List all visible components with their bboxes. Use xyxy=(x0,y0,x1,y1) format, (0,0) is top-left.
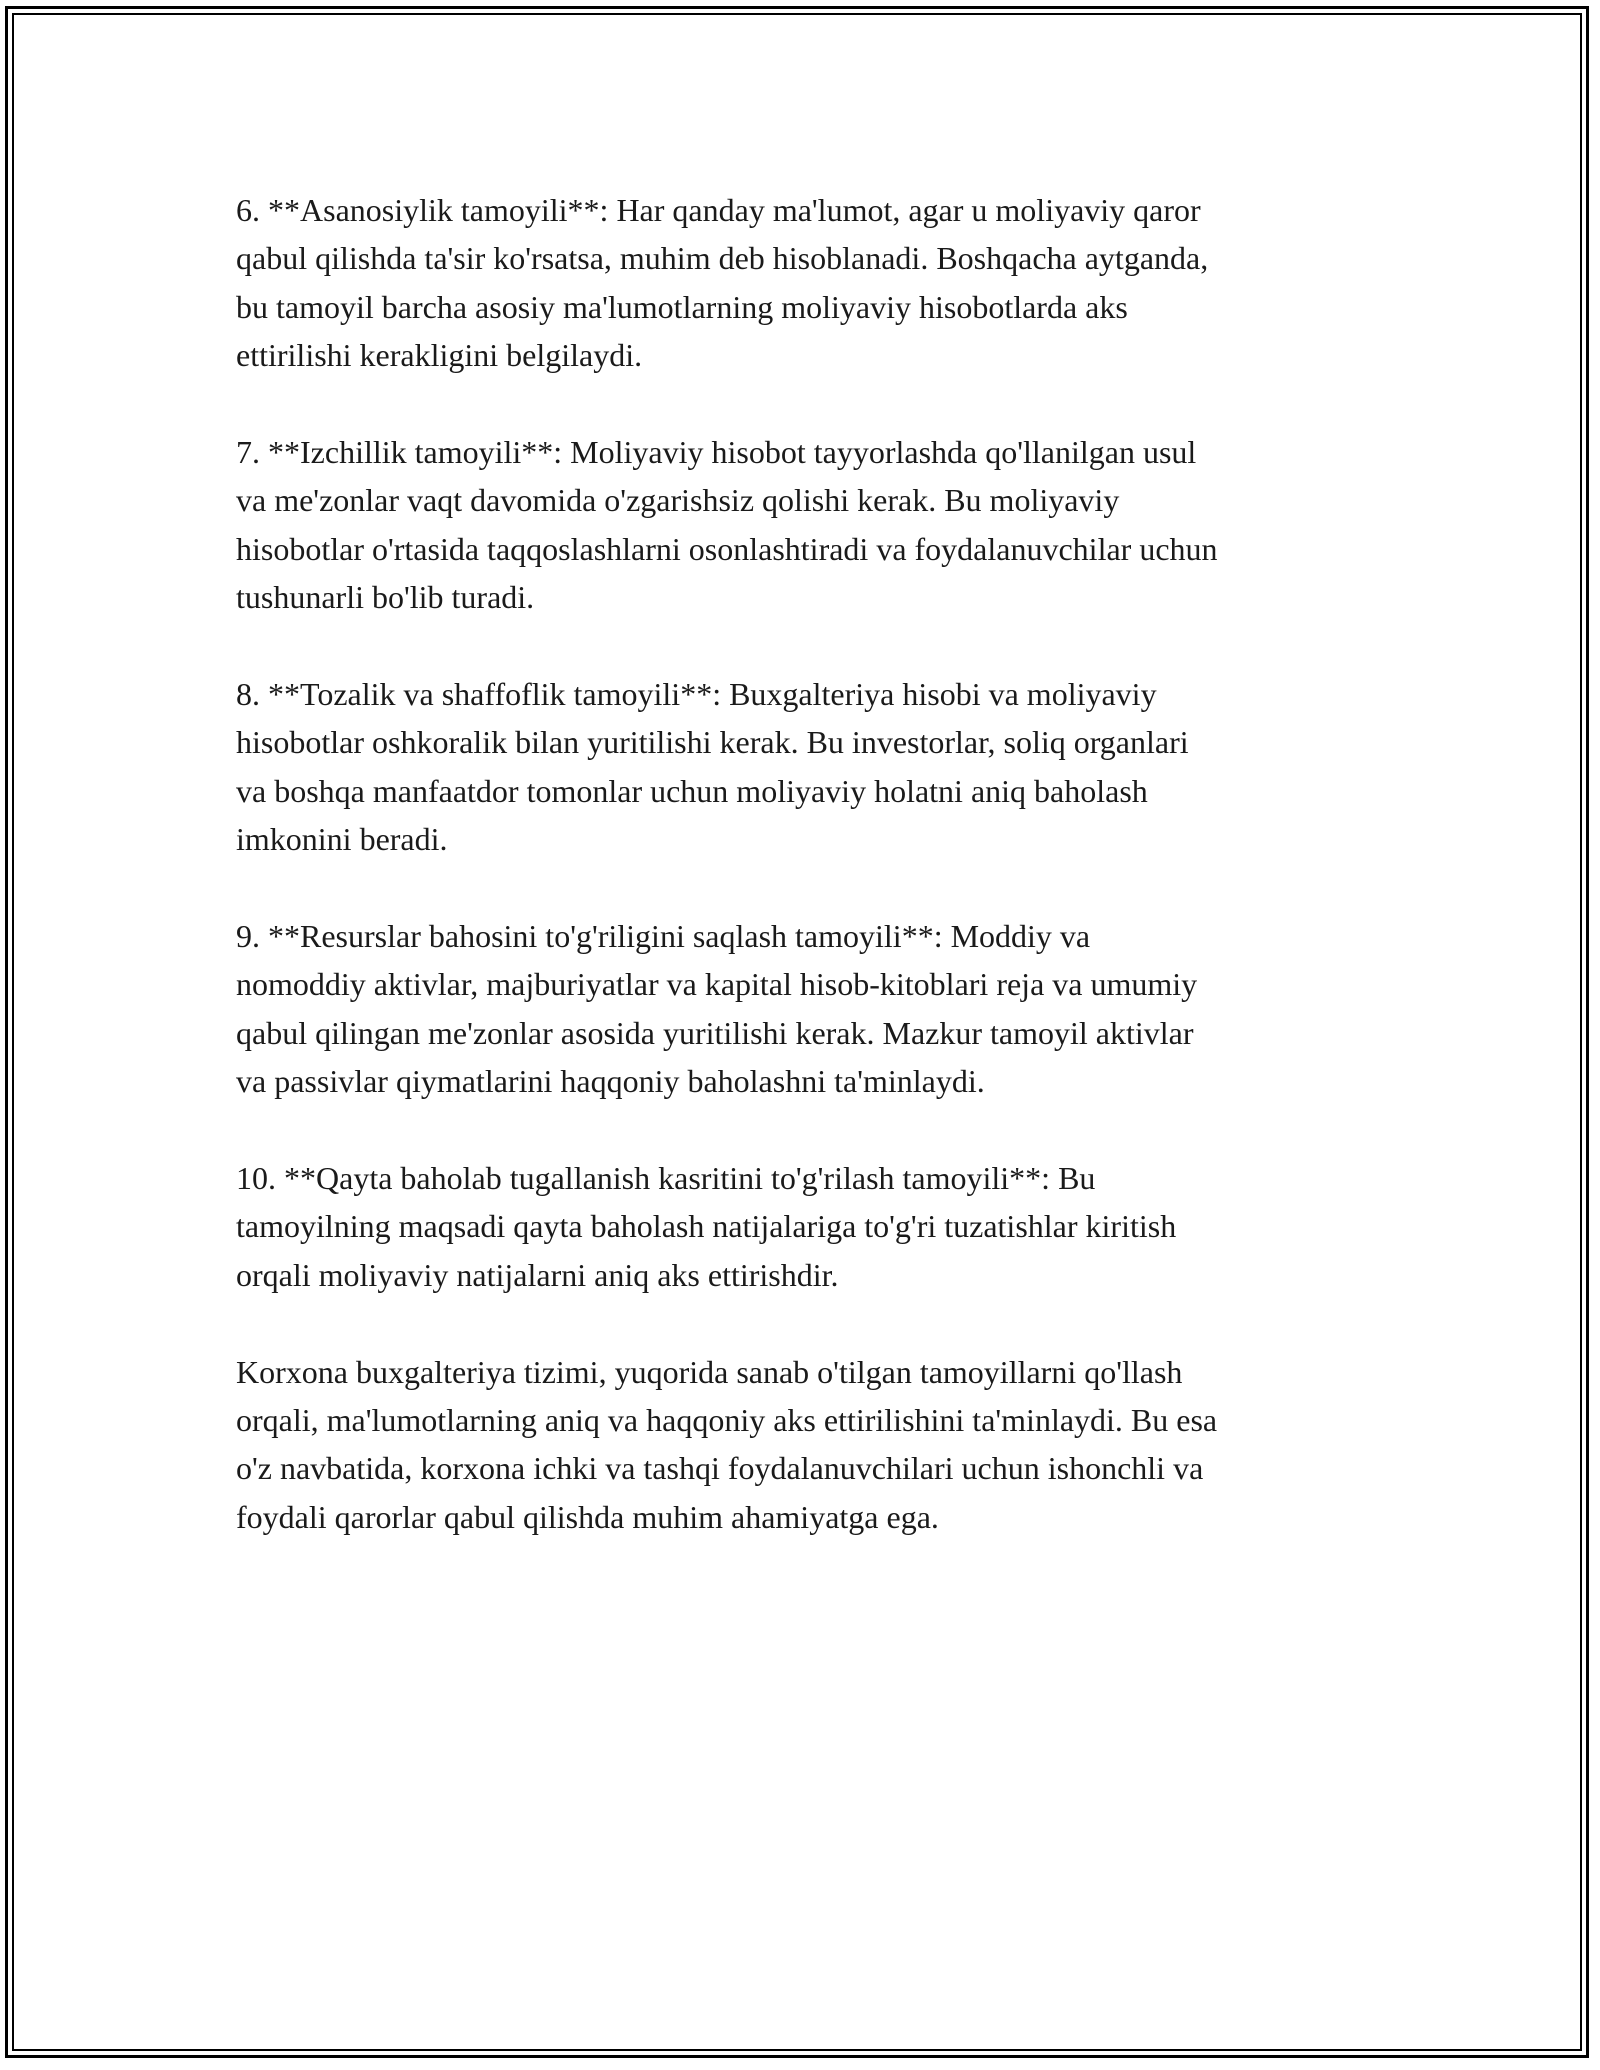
text-line: orqali, ma'lumotlarning aniq va haqqoniy aks ettirilishini ta'minlaydi. Bu esa xyxy=(236,1402,1218,1439)
text-line: 10. **Qayta baholab tugallanish kasritini to'g'rilash tamoyili**: Bu xyxy=(236,1160,1096,1197)
text-line: qabul qilingan me'zonlar asosida yuritilishi kerak. Mazkur tamoyil aktivlar xyxy=(236,1014,1194,1051)
paragraph xyxy=(236,1348,1366,1542)
text-line: 7. **Izchillik tamoyili**: Moliyaviy hisobot tayyorlashda qo'llanilgan usul xyxy=(236,434,1197,471)
paragraph xyxy=(236,670,1366,864)
text-line: va me'zonlar vaqt davomida o'zgarishsiz qolishi kerak. Bu moliyaviy xyxy=(236,482,1120,519)
text-line: nomoddiy aktivlar, majburiyatlar va kapital hisob-kitoblari reja va umumiy xyxy=(236,966,1198,1003)
document-body xyxy=(236,186,1366,1590)
text-line: ettirilishi kerakligini belgilaydi. xyxy=(236,337,643,374)
paragraph xyxy=(236,428,1366,622)
paragraph xyxy=(236,186,1366,380)
paragraph xyxy=(236,1154,1366,1299)
text-line: hisobotlar oshkoralik bilan yuritilishi kerak. Bu investorlar, soliq organlari xyxy=(236,724,1189,761)
text-line: hisobotlar o'rtasida taqqoslashlarni osonlashtiradi va foydalanuvchilar uchun xyxy=(236,530,1218,567)
text-line: tamoyilning maqsadi qayta baholash natijalariga to'g'ri tuzatishlar kiritish xyxy=(236,1208,1177,1245)
text-line: 9. **Resurslar bahosini to'g'riligini saqlash tamoyili**: Moddiy va xyxy=(236,918,1091,955)
text-line: tushunarli bo'lib turadi. xyxy=(236,579,535,616)
text-line: Korxona buxgalteriya tizimi, yuqorida sanab o'tilgan tamoyillarni qo'llash xyxy=(236,1353,1183,1390)
text-line: 8. **Tozalik va shaffoflik tamoyili**: Buxgalteriya hisobi va moliyaviy xyxy=(236,676,1157,713)
text-line: bu tamoyil barcha asosiy ma'lumotlarning moliyaviy hisobotlarda aks xyxy=(236,288,1128,325)
text-line: orqali moliyaviy natijalarni aniq aks ettirishdir. xyxy=(236,1256,839,1293)
text-line: 6. **Asanosiylik tamoyili**: Har qanday ma'lumot, agar u moliyaviy qaror xyxy=(236,192,1201,228)
text-line: va passivlar qiymatlarini haqqoniy baholashni ta'minlaydi. xyxy=(236,1063,985,1100)
text-line: va boshqa manfaatdor tomonlar uchun moliyaviy holatni aniq baholash xyxy=(236,772,1148,809)
paragraph xyxy=(236,912,1366,1106)
text-line: o'z navbatida, korxona ichki va tashqi foydalanuvchilari uchun ishonchli va xyxy=(236,1450,1204,1487)
text-line: imkonini beradi. xyxy=(236,821,448,858)
text-line: qabul qilishda ta'sir ko'rsatsa, muhim deb hisoblanadi. Boshqacha aytganda, xyxy=(236,240,1209,277)
text-line: foydali qarorlar qabul qilishda muhim ahamiyatga ega. xyxy=(236,1498,939,1535)
